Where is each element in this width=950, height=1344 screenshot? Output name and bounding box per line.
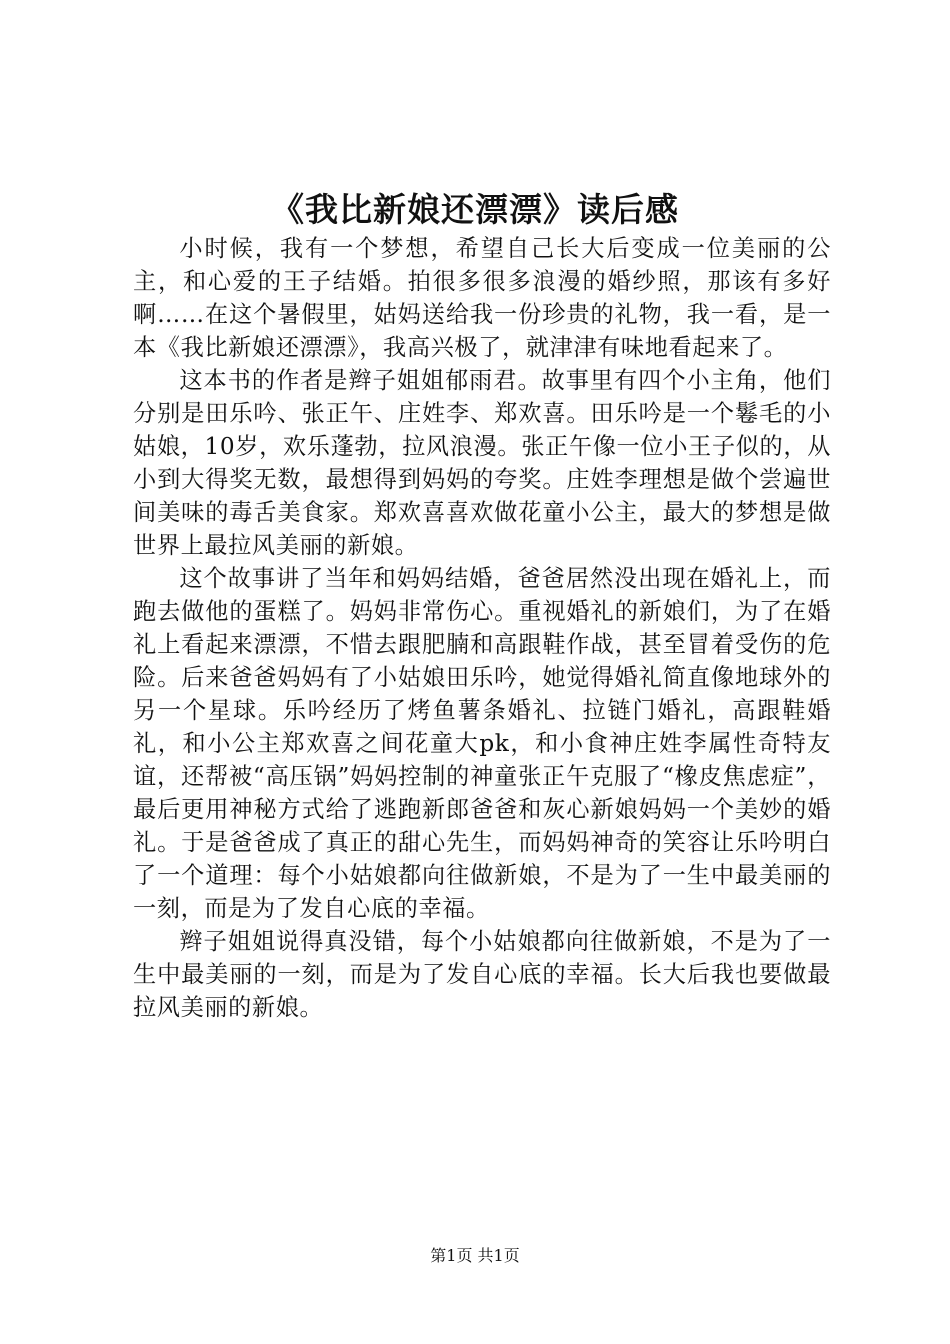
paragraph-3: 这个故事讲了当年和妈妈结婚，爸爸居然没出现在婚礼上，而跑去做他的蛋糕了。妈妈非常伤心。重视婚礼的新娘们，为了在婚礼上看起来漂漂，不惜去跟肥腩和高跟鞋作战，甚至冒着受伤的危险。后来爸爸妈妈有了小姑娘田乐吟，她觉得婚礼简直像地球外的另一个星球。乐吟经历了烤鱼薯条婚礼、拉链门婚礼，高跟鞋婚礼，和小公主郑欢喜之间花童大pk，和小食神庄姓李属性奇特友谊，还帮被“高压锅”妈妈控制的神童张正午克服了“橡皮焦虑症”，最后更用神秘方式给了逃跑新郎爸爸和灰心新娘妈妈一个美妙的婚礼。于是爸爸成了真正的甜心先生，而妈妈神奇的笑容让乐吟明白了一个道理：每个小姑娘都向往做新娘，不是为了一生中最美丽的一刻，而是为了发自心底的幸福。 — [133, 565, 831, 922]
page-footer: 第1页 共1页 — [430, 1246, 520, 1265]
document-body — [133, 232, 831, 1024]
paragraph-4: 辫子姐姐说得真没错，每个小姑娘都向往做新娘，不是为了一生中最美丽的一刻，而是为了发自心底的幸福。长大后我也要做最拉风美丽的新娘。 — [133, 928, 831, 1021]
paragraph-2: 这本书的作者是辫子姐姐郁雨君。故事里有四个小主角，他们分别是田乐吟、张正午、庄姓李、郑欢喜。田乐吟是一个鬈毛的小姑娘，10岁，欢乐蓬勃，拉风浪漫。张正午像一位小王子似的，从小到大得奖无数，最想得到妈妈的夸奖。庄姓李理想是做个尝遍世间美味的毒舌美食家。郑欢喜喜欢做花童小公主，最大的梦想是做世界上最拉风美丽的新娘。 — [133, 367, 831, 559]
paragraph-1: 小时候，我有一个梦想，希望自己长大后变成一位美丽的公主，和心爱的王子结婚。拍很多很多浪漫的婚纱照，那该有多好啊……在这个暑假里，姑妈送给我一份珍贵的礼物，我一看，是一本《我比新娘还漂漂》，我高兴极了，就津津有味地看起来了。 — [133, 235, 831, 361]
document-title: 《我比新娘还漂漂》读后感 — [271, 190, 679, 229]
